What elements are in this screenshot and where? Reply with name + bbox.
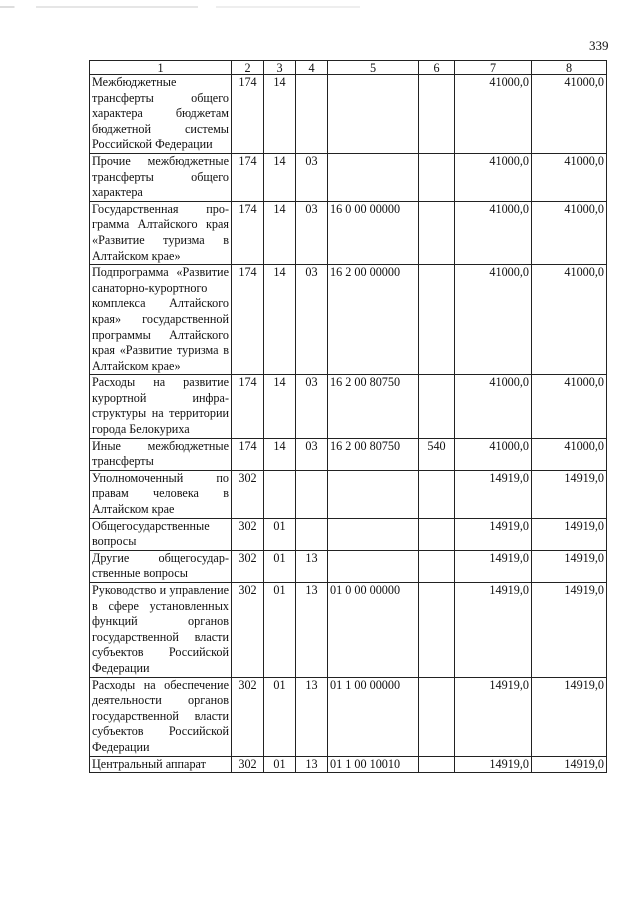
subsection-code xyxy=(296,470,328,518)
chapter-code: 14 xyxy=(264,438,296,470)
subsection-code xyxy=(296,518,328,550)
subsection-code: 03 xyxy=(296,265,328,375)
target-article-code xyxy=(328,153,419,201)
row-name: Государственная программа Алтайского края «Развитие туризма в Алтайском крае» xyxy=(90,201,232,264)
chapter-code: 14 xyxy=(264,75,296,154)
subsection-code: 03 xyxy=(296,201,328,264)
amount-col8: 41000,0 xyxy=(532,438,607,470)
expense-type-code xyxy=(419,677,455,756)
amount-col8: 41000,0 xyxy=(532,375,607,438)
chapter-code: 14 xyxy=(264,375,296,438)
target-article-code: 16 2 00 80750 xyxy=(328,375,419,438)
table-row xyxy=(90,153,607,201)
section-code: 174 xyxy=(232,75,264,154)
expense-type-code xyxy=(419,583,455,678)
header-cell: 4 xyxy=(296,61,328,75)
target-article-code: 01 0 00 00000 xyxy=(328,583,419,678)
expense-type-code: 540 xyxy=(419,438,455,470)
section-code: 302 xyxy=(232,583,264,678)
amount-col8: 41000,0 xyxy=(532,153,607,201)
row-name: Межбюджетные трансферты общего характера бюджетам бюджетной системы Российской Федерации xyxy=(90,75,232,154)
row-name: Прочие межбюджетные трансферты общего характера xyxy=(90,153,232,201)
header-cell: 8 xyxy=(532,61,607,75)
row-name: Расходы на обеспечение деятельности органов государственной власти субъектов Российской Федерации xyxy=(90,677,232,756)
chapter-code: 01 xyxy=(264,677,296,756)
expense-type-code xyxy=(419,470,455,518)
expense-type-code xyxy=(419,265,455,375)
expense-type-code xyxy=(419,201,455,264)
row-name: Расходы на развитие курортной инфраструктуры на территории города Белокуриха xyxy=(90,375,232,438)
section-code: 302 xyxy=(232,550,264,582)
target-article-code xyxy=(328,470,419,518)
target-article-code: 16 0 00 00000 xyxy=(328,201,419,264)
amount-col8: 14919,0 xyxy=(532,550,607,582)
expense-type-code xyxy=(419,518,455,550)
table-row xyxy=(90,265,607,375)
amount-col8: 14919,0 xyxy=(532,756,607,773)
row-name: Руководство и управление в сфере установленных функций органов государственной власти субъектов Российской Федерации xyxy=(90,583,232,678)
amount-col8: 41000,0 xyxy=(532,201,607,264)
table-row xyxy=(90,438,607,470)
header-cell: 3 xyxy=(264,61,296,75)
section-code: 174 xyxy=(232,375,264,438)
chapter-code: 14 xyxy=(264,265,296,375)
subsection-code: 13 xyxy=(296,583,328,678)
amount-col7: 14919,0 xyxy=(455,518,532,550)
table-row xyxy=(90,550,607,582)
table-row xyxy=(90,677,607,756)
chapter-code xyxy=(264,470,296,518)
header-cell: 7 xyxy=(455,61,532,75)
target-article-code: 16 2 00 00000 xyxy=(328,265,419,375)
table-row xyxy=(90,201,607,264)
section-code: 302 xyxy=(232,470,264,518)
section-code: 174 xyxy=(232,438,264,470)
header-cell: 6 xyxy=(419,61,455,75)
subsection-code: 03 xyxy=(296,438,328,470)
expense-type-code xyxy=(419,75,455,154)
header-cell: 5 xyxy=(328,61,419,75)
amount-col7: 41000,0 xyxy=(455,201,532,264)
subsection-code: 03 xyxy=(296,375,328,438)
chapter-code: 01 xyxy=(264,550,296,582)
row-name: Уполномоченный по правам человека в Алтайском крае xyxy=(90,470,232,518)
header-cell: 2 xyxy=(232,61,264,75)
amount-col8: 41000,0 xyxy=(532,75,607,154)
amount-col7: 14919,0 xyxy=(455,583,532,678)
expense-type-code xyxy=(419,153,455,201)
chapter-code: 01 xyxy=(264,518,296,550)
amount-col8: 14919,0 xyxy=(532,518,607,550)
target-article-code: 01 1 00 00000 xyxy=(328,677,419,756)
expense-type-code xyxy=(419,756,455,773)
section-code: 302 xyxy=(232,677,264,756)
amount-col7: 41000,0 xyxy=(455,75,532,154)
amount-col8: 14919,0 xyxy=(532,677,607,756)
table-row xyxy=(90,583,607,678)
row-name: Другие общегосударственные вопросы xyxy=(90,550,232,582)
row-name: Центральный аппарат xyxy=(90,756,232,773)
row-name: Иные межбюджетные трансферты xyxy=(90,438,232,470)
budget-table xyxy=(89,60,607,773)
section-code: 174 xyxy=(232,201,264,264)
amount-col7: 14919,0 xyxy=(455,756,532,773)
header-row xyxy=(90,61,607,75)
target-article-code: 01 1 00 10010 xyxy=(328,756,419,773)
header-cell: 1 xyxy=(90,61,232,75)
section-code: 302 xyxy=(232,756,264,773)
target-article-code xyxy=(328,550,419,582)
scan-artifact xyxy=(0,6,360,8)
target-article-code xyxy=(328,518,419,550)
target-article-code: 16 2 00 80750 xyxy=(328,438,419,470)
subsection-code: 13 xyxy=(296,550,328,582)
amount-col7: 14919,0 xyxy=(455,550,532,582)
expense-type-code xyxy=(419,550,455,582)
table-row xyxy=(90,518,607,550)
amount-col7: 41000,0 xyxy=(455,265,532,375)
chapter-code: 14 xyxy=(264,201,296,264)
amount-col8: 14919,0 xyxy=(532,583,607,678)
amount-col7: 41000,0 xyxy=(455,153,532,201)
row-name: Общегосударственные вопросы xyxy=(90,518,232,550)
chapter-code: 14 xyxy=(264,153,296,201)
section-code: 174 xyxy=(232,265,264,375)
amount-col7: 41000,0 xyxy=(455,438,532,470)
amount-col7: 14919,0 xyxy=(455,677,532,756)
amount-col7: 41000,0 xyxy=(455,375,532,438)
subsection-code xyxy=(296,75,328,154)
section-code: 302 xyxy=(232,518,264,550)
subsection-code: 13 xyxy=(296,756,328,773)
expense-type-code xyxy=(419,375,455,438)
subsection-code: 13 xyxy=(296,677,328,756)
target-article-code xyxy=(328,75,419,154)
table-row xyxy=(90,756,607,773)
table-row xyxy=(90,75,607,154)
amount-col8: 14919,0 xyxy=(532,470,607,518)
section-code: 174 xyxy=(232,153,264,201)
table-row xyxy=(90,375,607,438)
subsection-code: 03 xyxy=(296,153,328,201)
page-number: 339 xyxy=(589,38,609,53)
amount-col7: 14919,0 xyxy=(455,470,532,518)
row-name: Подпрограмма «Развитие санаторно-курортного комплекса Алтайского края» государственной программы Алтайского края «Развитие туризма в Алтайском крае» xyxy=(90,265,232,375)
chapter-code: 01 xyxy=(264,756,296,773)
chapter-code: 01 xyxy=(264,583,296,678)
amount-col8: 41000,0 xyxy=(532,265,607,375)
table-row xyxy=(90,470,607,518)
